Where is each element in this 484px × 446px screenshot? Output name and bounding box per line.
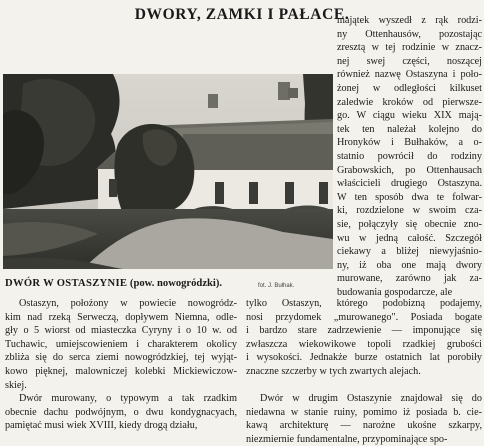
text-line: kawą architekturę — narożne ukośne szkarpy, xyxy=(246,420,482,432)
page-title: DWORY, ZAMKI I PAŁACE. xyxy=(134,6,350,23)
text-line: Grabowskich, po Ottenhausach xyxy=(337,164,482,176)
text-line: i bardzo stare zadrzewienie — imponujące się xyxy=(246,325,482,337)
caption-subtitle: (pow. nowogródzki). xyxy=(129,278,223,289)
text-line: statnio powrócił do rodziny xyxy=(337,150,482,162)
text-line: nosi przydomek „murowanego". Posiada bogate xyxy=(246,311,482,323)
text-line: zresztą w tej rodzinie w znacz- xyxy=(337,42,482,54)
text-line: murowane, zarówno jak za- xyxy=(337,273,482,285)
text-line: W ten sposób dwa te folwar- xyxy=(337,191,482,203)
text-line: tylko Ostaszyn, którego podobizną podajemy, xyxy=(246,298,482,309)
text-line: zwłaszcza wiekowikowe topoli rzadkiej grubości xyxy=(246,338,482,350)
text-line: ny, iż oba one mają dwory xyxy=(337,259,482,271)
text-line: ny Ottenhausów, pozostając xyxy=(337,28,482,40)
text-line: sie, połączyły się obecnie zno- xyxy=(337,218,482,230)
text-line: również nazwę Ostaszyna i poło- xyxy=(337,69,482,81)
text-line: żonej w odległości kilkuset xyxy=(337,82,482,94)
text-line: Dwór w drugim Ostaszynie znajdował się do xyxy=(260,393,482,404)
text-line: kim nad rzeką Serweczą, dopływem Niemna, odle- xyxy=(5,311,237,323)
text-line: kowo pięknej, malowniczej kolebki Mickiewiczow- xyxy=(5,365,237,377)
text-line: Hronyków i Bułhaków, a o- xyxy=(337,137,482,149)
text-line: nej swej części, noszącej xyxy=(337,55,482,67)
text-line: gły o 5 wiorst od miasteczka Cyryny i o 10 w. od xyxy=(5,325,237,337)
text-line: ki, rozdzielone w swoim cza- xyxy=(337,205,482,217)
text-line: i wysokości. Jednakże burze ostatnich lat porobiły xyxy=(246,352,482,364)
photo-caption xyxy=(5,278,255,289)
left-column-text xyxy=(5,297,237,433)
caption-title: DWÓR W OSTASZYNIE xyxy=(5,278,128,289)
manor-photo-image xyxy=(3,74,333,269)
text-line: ciekawy a bliżej niewyjaśnio- xyxy=(337,246,482,258)
text-line: obecnie dachu podwójnym, o dwu kondygnacyach, xyxy=(5,406,237,418)
text-line: skiej. xyxy=(5,379,27,391)
text-line: Tuchawic, umiejscowieniem i charakterem okolicy xyxy=(5,338,237,350)
text-line: niedawna w stanie ruiny, pomimo iż posiada b. cie- xyxy=(246,406,482,418)
text-line: niezmiernie fundamentalne, przypominające spo- xyxy=(246,433,448,445)
photo-credit: fot. J. Bułhak. xyxy=(258,283,295,289)
text-line: zbliża się do serca ziemi nowogródzkiej, tej wyjąt- xyxy=(5,352,237,364)
text-line: tek ten należał kolejno do xyxy=(337,123,482,135)
text-line: znaczne szczerby w tych zwartych alejach. xyxy=(246,365,421,377)
text-line: Dwór murowany, o typowym a tak rzadkim xyxy=(19,393,237,405)
text-line: pamiętać musi wiek XVIII, kiedy drogą działu, xyxy=(5,420,198,432)
text-line: wu w jedną całość. Szczegół xyxy=(337,232,482,244)
text-line: majątek wyszedł z rąk rodzi- xyxy=(337,15,482,26)
text-line: zaledwie kroków od pierwsze- xyxy=(337,96,482,108)
text-line: budowania gospodarcze, ale xyxy=(337,286,453,298)
right-column-text xyxy=(337,14,482,299)
text-line: Ostaszyn, położony w powiecie nowogródz- xyxy=(19,298,237,309)
manor-photograph xyxy=(3,74,333,269)
text-line: go. W ciągu wieku XIX mają- xyxy=(337,110,482,122)
text-line: właścicieli drugiego Ostaszyna. xyxy=(337,178,482,190)
middle-column-text xyxy=(246,297,482,379)
